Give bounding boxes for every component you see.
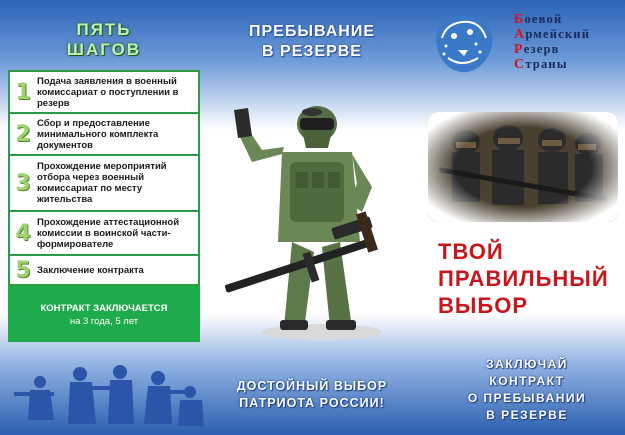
brand-line: Армейский: [514, 27, 591, 42]
cta-line2: КОНТРАКТ: [489, 374, 565, 388]
page-title-line1: ПРЕБЫВАНИЕ: [248, 23, 376, 40]
page-title-line2: В РЕЗЕРВЕ: [262, 43, 362, 60]
steps-title: [0, 20, 208, 60]
patriot-slogan-line1: ДОСТОЙНЫЙ ВЫБОР: [236, 379, 388, 393]
cta-line1: ЗАКЛЮЧАЙ: [486, 357, 568, 371]
steps-title-line2: ШАГОВ: [66, 40, 142, 59]
step-item: [10, 156, 198, 212]
soldiers-photo: [428, 112, 618, 222]
brand-line: Страны: [514, 57, 568, 72]
steps-title-line1: ПЯТЬ: [76, 20, 132, 39]
step-item: [10, 72, 198, 114]
step-number: 3: [15, 170, 31, 196]
cta-line3: О ПРЕБЫВАНИИ: [467, 391, 587, 405]
contract-term-heading: КОНТРАКТ ЗАКЛЮЧАЕТСЯ: [40, 303, 168, 314]
choice-line1: ТВОЙ: [438, 239, 504, 264]
brand-name: [514, 12, 590, 72]
step-number: 4: [15, 220, 31, 246]
step-number: 5: [15, 257, 31, 283]
soldier-silhouettes: [10, 360, 210, 430]
step-text: Подача заявления в военный комиссариат о поступлении в резерв: [37, 75, 179, 109]
brand-line: Резерв: [514, 42, 560, 57]
step-number: 2: [15, 121, 31, 147]
patriot-slogan-line2: ПАТРИОТА РОССИИ!: [239, 396, 385, 410]
choice-slogan: [438, 238, 618, 319]
choice-line2: ПРАВИЛЬНЫЙ: [438, 266, 609, 291]
step-text: Прохождение аттестационной комиссии в воинской части-формирователе: [37, 216, 180, 250]
page-title: [212, 22, 412, 62]
call-to-action: [432, 356, 622, 424]
cta-line4: В РЕЗЕРВЕ: [486, 408, 568, 422]
step-item: [10, 212, 198, 256]
brand-line: Боевой: [514, 12, 563, 27]
contract-term-box: [8, 286, 200, 342]
soldier-icon: [212, 92, 412, 342]
step-number: 1: [15, 79, 31, 105]
snow-leopard-icon: [428, 10, 498, 80]
step-item: [10, 256, 198, 284]
silhouettes-icon: [10, 360, 210, 430]
step-text: Сбор и предоставление минимального комплекта документов: [37, 117, 159, 151]
contract-term-value: на 3 года, 5 лет: [69, 316, 139, 327]
step-text: Заключение контракта: [37, 264, 144, 276]
soldier-illustration: [212, 92, 412, 342]
choice-line3: ВЫБОР: [438, 293, 529, 318]
patriot-slogan: [212, 378, 412, 412]
step-text: Прохождение мероприятий отбора через военный комиссариат по месту жительства: [37, 161, 167, 205]
steps-list: [8, 70, 200, 286]
step-item: [10, 114, 198, 156]
